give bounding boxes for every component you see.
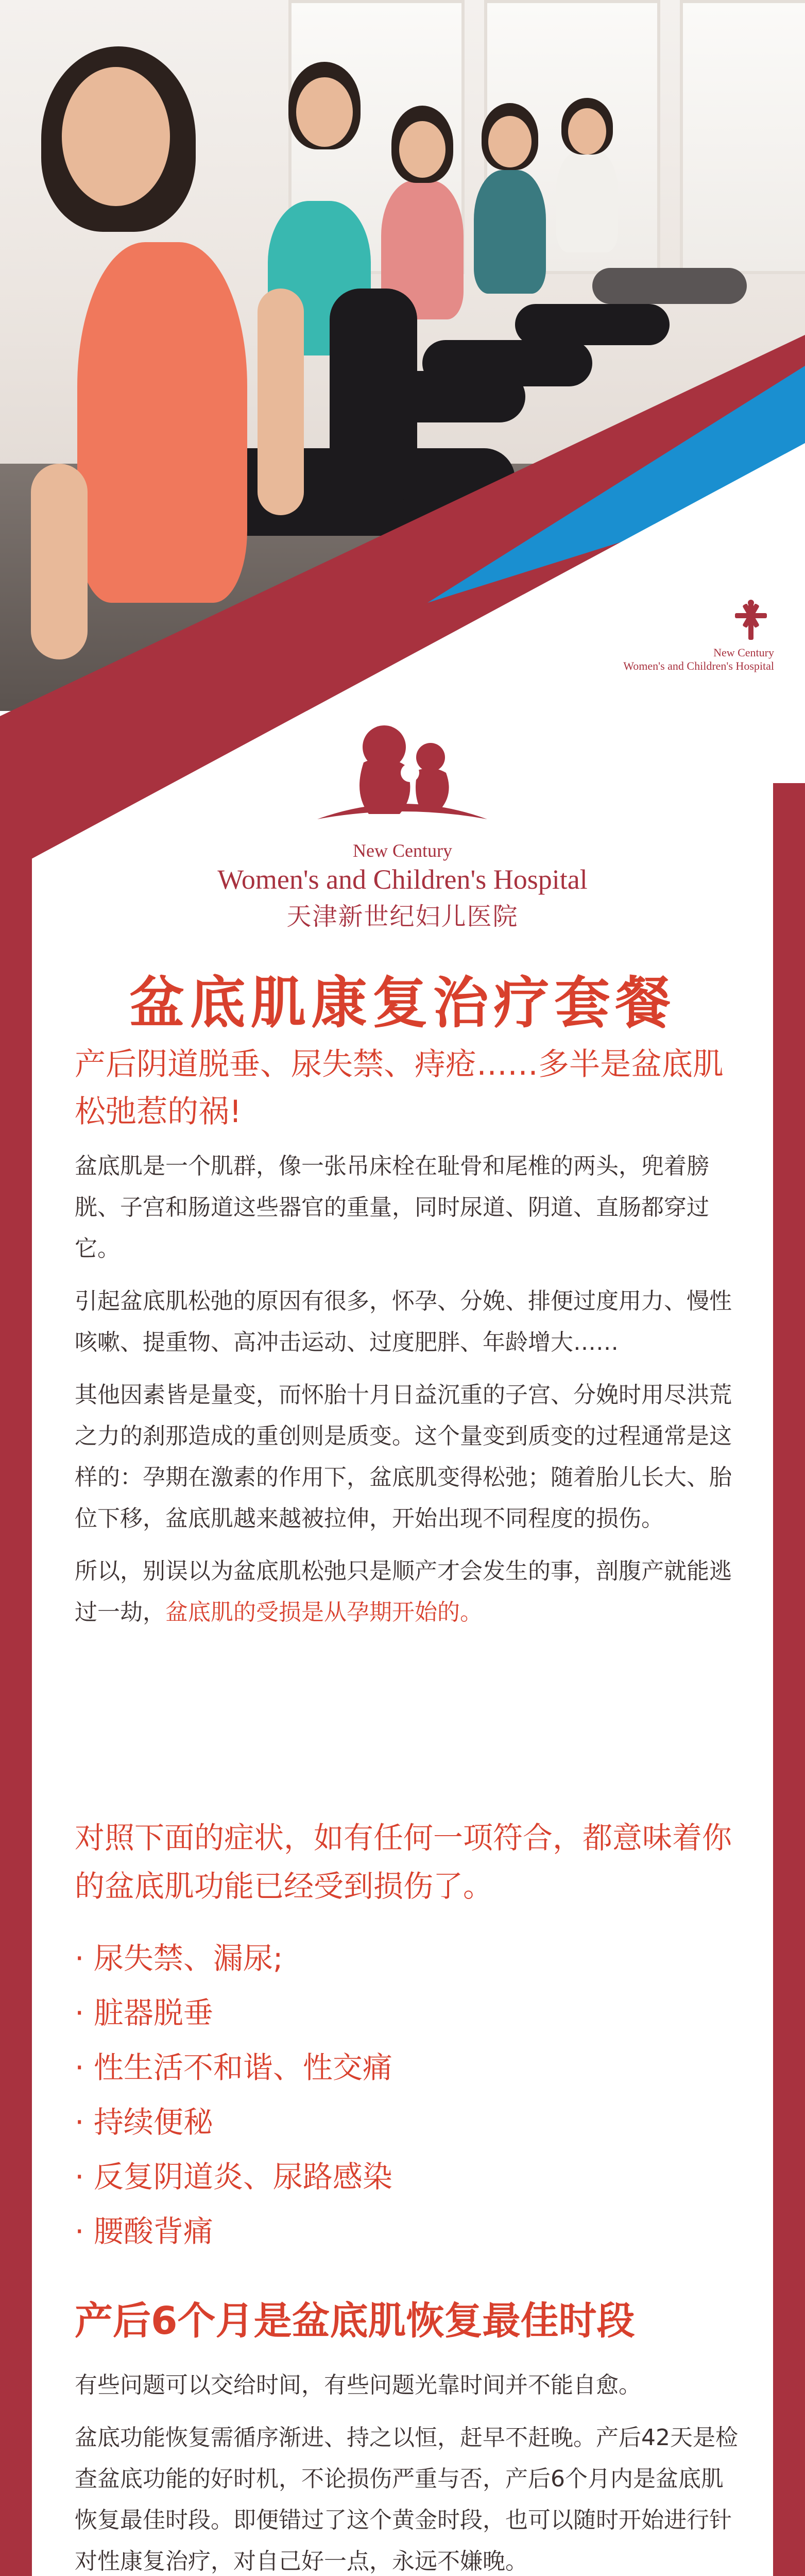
- corner-logo-name: Women's and Children's Hospital: [623, 659, 774, 672]
- lead-text: 产后阴道脱垂、尿失禁、痔疮……多半是盆底肌松弛惹的祸!: [75, 1046, 724, 1130]
- corner-logo: [589, 598, 774, 673]
- symptom-item: · 尿失禁、漏尿;: [75, 1941, 283, 1976]
- mother-child-logo: [307, 716, 498, 824]
- page-title: 盆底肌康复治疗套餐: [129, 971, 676, 1036]
- paragraph-4: [75, 1551, 739, 1633]
- symptom-item: · 性生活不和谐、性交痛: [75, 2050, 392, 2085]
- golden-paragraph-2: 盆底功能恢复需循序渐进、持之以恒，赶早不赶晚。产后42天是检查盆底功能的好时机，不论损伤严重与否，产后6个月内是盆底肌恢复最佳时段。即便错过了这个黄金时段，也可以随时开始进行针对性康复治疗，对自己好一点，永远不嫌晚。: [75, 2425, 738, 2574]
- paragraph-4-highlight: 盆底肌的受损是从孕期开始的。: [165, 1599, 483, 1625]
- hospital-name-cn: 天津新世纪妇儿医院: [286, 902, 519, 931]
- symptom-list: [75, 1931, 739, 2259]
- corner-logo-small: New Century: [713, 646, 774, 659]
- paragraph-4-text: 所以，别误以为盆底肌松弛只是顺产才会发生的事，剖腹产就能逃过一劫，: [75, 1558, 732, 1625]
- paragraph-1: 盆底肌是一个肌群，像一张吊床栓在耻骨和尾椎的两头，兜着膀胱、子宫和肠道这些器官的重量，同时尿道、阴道、直肠都穿过它。: [75, 1153, 709, 1262]
- hospital-name-small: New Century: [353, 840, 452, 861]
- caduceus-icon: [728, 598, 774, 644]
- symptom-item: · 反复阴道炎、尿路感染: [75, 2159, 392, 2194]
- intro-section: [75, 1041, 739, 1633]
- hospital-name-en: Women's and Children's Hospital: [217, 864, 588, 895]
- paragraph-3: 其他因素皆是量变，而怀胎十月日益沉重的子宫、分娩时用尽洪荒之力的刹那造成的重创则是质变。这个量变到质变的过程通常是这样的：孕期在激素的作用下，盆底肌变得松弛；随着胎儿长大、胎位下移，盆底肌越来越被拉伸，开始出现不同程度的损伤。: [75, 1382, 732, 1532]
- symptom-notice: 对照下面的症状，如有任何一项符合，都意味着你的盆底肌功能已经受到损伤了。: [75, 1820, 732, 1904]
- golden-paragraph-1: 有些问题可以交给时间，有些问题光靠时间并不能自愈。: [75, 2372, 641, 2398]
- symptoms-section: [75, 1814, 739, 2259]
- golden-heading: 产后6个月是盆底肌恢复最佳时段: [75, 2299, 635, 2343]
- frame-left: [0, 716, 32, 2576]
- symptom-item: · 脏器脱垂: [75, 1995, 213, 2030]
- golden-period-section: [75, 2293, 739, 2576]
- symptom-item: · 持续便秘: [75, 2105, 213, 2140]
- frame-right: [773, 783, 805, 2576]
- symptom-item: · 腰酸背痛: [75, 2214, 213, 2249]
- paragraph-2: 引起盆底肌松弛的原因有很多，怀孕、分娩、排便过度用力、慢性咳嗽、提重物、高冲击运动、过度肥胖、年龄增大……: [75, 1288, 732, 1355]
